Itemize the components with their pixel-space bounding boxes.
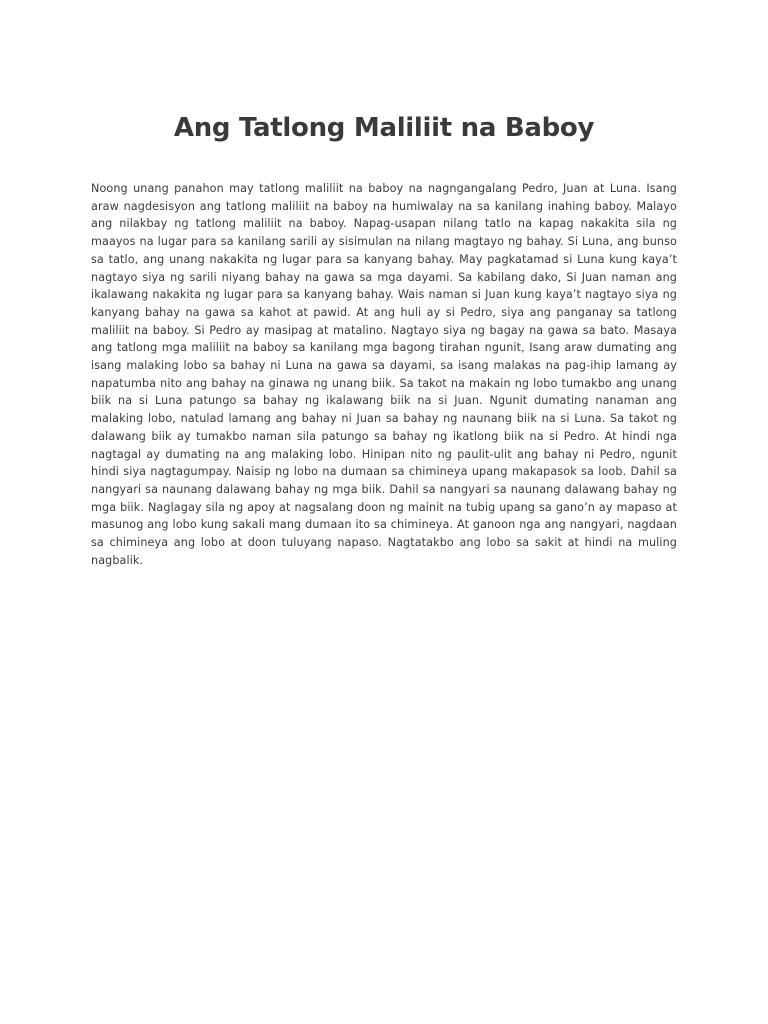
document-title: Ang Tatlong Maliliit na Baboy xyxy=(173,113,595,143)
document-body-paragraph: Noong unang panahon may tatlong maliliit na baboy na nagngangalang Pedro, Juan at Luna. Isang araw nagdesisyon ang tatlong maliliit na baboy na humiwalay na sa kanilang inahing baboy. Malayo ang nilakbay ng tatlong maliliit na baboy. Napag-usapan nilang tatlo na kapag nakakita sila ng maayos na lugar para sa kanilang sarili ay sisimulan na nilang magtayo ng bahay. Si Luna, ang bunso sa tatlo, ang unang nakakita ng lugar para sa kanyang bahay. May pagkatamad si Luna kung kaya’t nagtayo siya ng sarili niyang bahay na gawa sa mga dayami. Sa kabilang dako, Si Juan naman ang ikalawang nakakita ng lugar para sa kanyang bahay. Wais naman si Juan kung kaya’t nagtayo siya ng kanyang bahay na gawa sa kahot at pawid. At ang huli ay si Pedro, siya ang panganay sa tatlong maliliit na baboy. Si Pedro ay masipag at matalino. Nagtayo siya ng bagay na gawa sa bato. Masaya ang tatlong mga maliliit na baboy sa kanilang mga bagong tirahan ngunit, Isang araw dumating ang isang malaking lobo sa bahay ni Luna na gawa sa dayami, sa isang malakas na pag-ihip lamang ay napatumba nito ang bahay na ginawa ng unang biik. Sa takot na makain ng lobo tumakbo ang unang biik na si Luna patungo sa bahay ng ikalawang biik na si Juan. Ngunit dumating nanaman ang malaking lobo, natulad lamang ang bahay ni Juan sa bahay ng naunang biik na si Luna. Sa takot ng dalawang biik ay tumakbo naman sila patungo sa bahay ng ikatlong biik na si Pedro. At hindi nga nagtagal ay dumating na ang malaking lobo. Hinipan nito ng paulit-ulit ang bahay ni Pedro, ngunit hindi siya nagtagumpay. Naisip ng lobo na dumaan sa chimineya upang makapasok sa loob. Dahil sa nangyari sa naunang dalawang bahay ng mga biik. Dahil sa nangyari sa naunang dalawang bahay ng mga biik. Naglagay sila ng apoy at nagsalang doon ng mainit na tubig upang sa gano’n ay mapaso at masunog ang lobo kung sakali mang dumaan ito sa chimineya. At ganoon nga ang nangyari, nagdaan sa chimineya ang lobo at doon tuluyang napaso. Nagtatakbo ang lobo sa sakit at hindi na muling nagbalik. xyxy=(91,182,677,567)
